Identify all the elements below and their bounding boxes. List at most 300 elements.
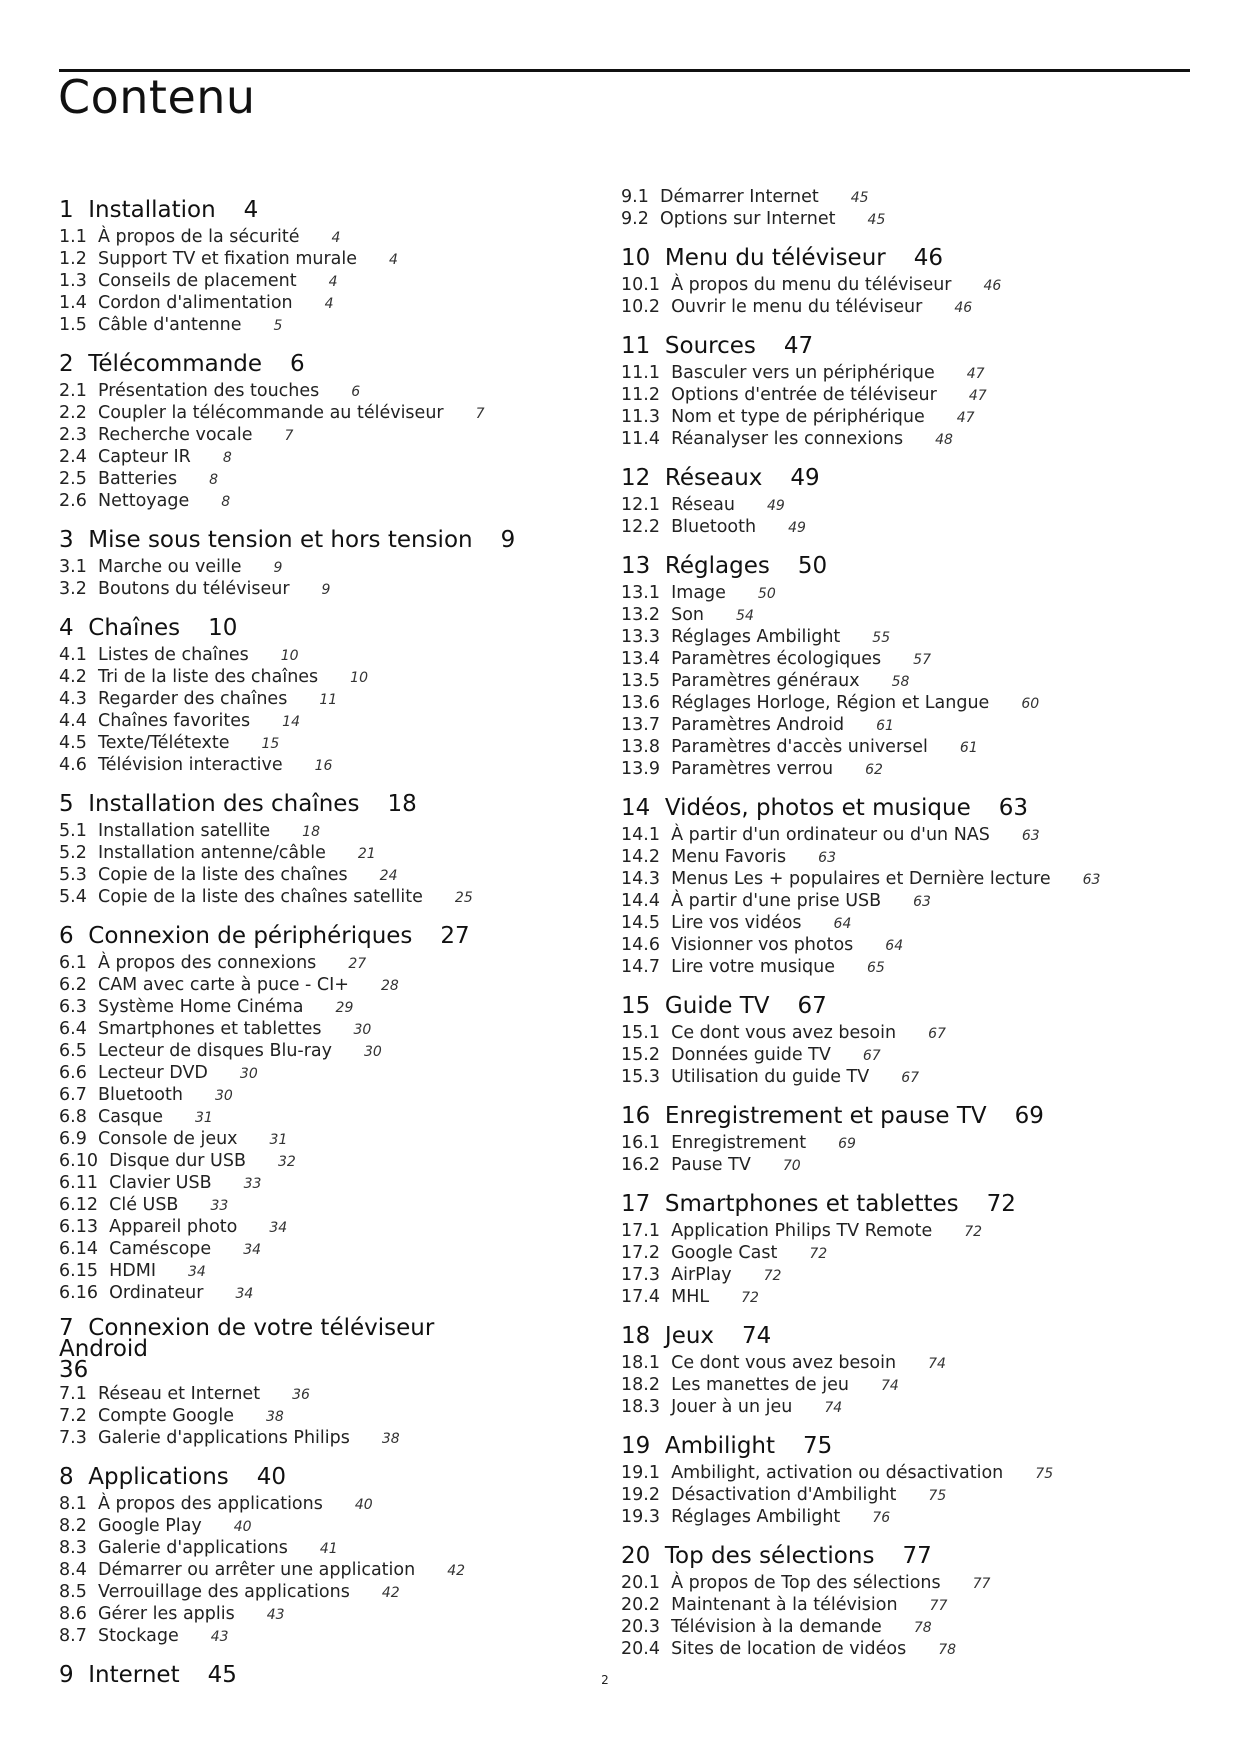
toc-subentry[interactable] (59, 1063, 619, 1085)
subentry-number: 6.2 (59, 975, 87, 995)
toc-chapter[interactable] (621, 1190, 1181, 1218)
subentry-title: Présentation des touches (97, 381, 320, 401)
toc-subentry[interactable] (59, 645, 619, 667)
subentry-page: 63 (818, 850, 836, 866)
toc-subentry[interactable] (59, 491, 619, 513)
subentry-page: 74 (928, 1356, 946, 1372)
toc-subentry[interactable] (59, 469, 619, 491)
toc-subentry[interactable] (621, 913, 1181, 935)
toc-subentry[interactable] (621, 1617, 1181, 1639)
toc-subentry[interactable] (621, 517, 1181, 539)
toc-subentry[interactable] (621, 1485, 1181, 1507)
toc-subentry[interactable] (59, 755, 619, 777)
subentry-page: 72 (964, 1224, 983, 1240)
subentry-page: 77 (972, 1576, 991, 1592)
subentry-page: 54 (736, 608, 754, 624)
toc-subentry[interactable] (59, 1560, 619, 1582)
toc-subentry[interactable] (621, 297, 1181, 319)
subentry-title: Télévision à la demande (671, 1617, 882, 1637)
toc-subentry[interactable] (621, 209, 1181, 231)
toc-subentry[interactable] (59, 249, 619, 271)
toc-subentry[interactable] (59, 315, 619, 337)
toc-subentry[interactable] (59, 1085, 619, 1107)
subentry-page: 34 (243, 1242, 262, 1258)
toc-subentry[interactable] (621, 759, 1181, 781)
toc-subentry[interactable] (59, 557, 619, 579)
toc-subentry[interactable] (621, 1397, 1181, 1419)
subentry-number: 15.3 (621, 1067, 660, 1087)
toc-subentry[interactable] (59, 1217, 619, 1239)
chapter-title: Installation des chaînes (88, 791, 360, 817)
subentry-page: 40 (233, 1519, 252, 1535)
toc-subentry[interactable] (621, 1375, 1181, 1397)
subentry-number: 7.1 (59, 1384, 87, 1404)
subentry-number: 12.1 (621, 495, 660, 515)
toc-subentry[interactable] (59, 821, 619, 843)
subentry-page: 14 (282, 714, 300, 730)
toc-subentry[interactable] (621, 1265, 1181, 1287)
toc-subentry[interactable] (59, 1151, 619, 1173)
subentry-page: 63 (1082, 872, 1101, 888)
subentry-number: 8.6 (59, 1604, 87, 1624)
subentry-number: 11.1 (621, 363, 660, 383)
toc-subentry[interactable] (621, 1573, 1181, 1595)
subentry-title: Sites de location de vidéos (671, 1639, 907, 1659)
toc-subentry[interactable] (621, 495, 1181, 517)
chapter-number: 13 (621, 553, 651, 579)
toc-chapter[interactable] (59, 1315, 514, 1383)
toc-chapter[interactable] (621, 552, 1181, 580)
toc-subentry[interactable] (59, 689, 619, 711)
toc-subentry[interactable] (59, 381, 619, 403)
toc-subentry[interactable] (621, 363, 1181, 385)
subentry-number: 14.1 (621, 825, 660, 845)
subentry-page: 30 (364, 1044, 382, 1060)
subentry-title: Paramètres Android (671, 715, 845, 735)
subentry-number: 6.1 (59, 953, 87, 973)
toc-subentry[interactable] (621, 693, 1181, 715)
chapter-number: 2 (59, 351, 74, 377)
subentry-title: Regarder des chaînes (97, 689, 288, 709)
toc-subentry[interactable] (59, 953, 619, 975)
subentry-page: 75 (1035, 1466, 1054, 1482)
subentry-page: 46 (983, 278, 1002, 294)
subentry-title: Chaînes favorites (97, 711, 251, 731)
chapter-number: 4 (59, 615, 74, 641)
subentry-title: Lecteur de disques Blu-ray (97, 1041, 333, 1061)
toc-chapter[interactable] (621, 1102, 1181, 1130)
toc-subentry[interactable] (621, 1023, 1181, 1045)
subentry-number: 13.7 (621, 715, 660, 735)
subentry-title: Verrouillage des applications (97, 1582, 350, 1602)
chapter-number: 10 (621, 245, 651, 271)
subentry-title: Basculer vers un périphérique (671, 363, 935, 383)
subentry-number: 13.5 (621, 671, 660, 691)
toc-subentry[interactable] (621, 1221, 1181, 1243)
chapter-page: 77 (902, 1543, 932, 1569)
subentry-page: 48 (935, 432, 953, 448)
chapter-title: Internet (88, 1662, 180, 1688)
toc-subentry[interactable] (621, 187, 1181, 209)
subentry-number: 12.2 (621, 517, 660, 537)
chapter-title: Mise sous tension et hors tension (88, 527, 473, 553)
toc-subentry[interactable] (621, 429, 1181, 451)
toc-subentry[interactable] (59, 1428, 619, 1450)
toc-subentry[interactable] (621, 649, 1181, 671)
subentry-page: 47 (966, 366, 985, 382)
toc-subentry[interactable] (59, 403, 619, 425)
toc-subentry[interactable] (621, 1639, 1181, 1661)
subentry-title: Jouer à un jeu (671, 1397, 793, 1417)
chapter-title: Enregistrement et pause TV (664, 1103, 987, 1129)
toc-chapter[interactable] (621, 1432, 1181, 1460)
toc-subentry[interactable] (621, 715, 1181, 737)
subentry-page: 30 (239, 1066, 258, 1082)
subentry-title: À propos de Top des sélections (671, 1573, 941, 1593)
subentry-number: 10.1 (621, 275, 660, 295)
toc-subentry[interactable] (59, 1406, 619, 1428)
subentry-title: Nom et type de périphérique (671, 407, 925, 427)
subentry-page: 63 (913, 894, 931, 910)
subentry-number: 1.2 (59, 249, 87, 269)
chapter-number: 3 (59, 527, 74, 553)
chapter-number: 14 (621, 795, 651, 821)
subentry-number: 4.6 (59, 755, 87, 775)
chapter-number: 5 (59, 791, 74, 817)
toc-subentry[interactable] (59, 579, 619, 601)
subentry-page: 16 (314, 758, 333, 774)
subentry-page: 72 (741, 1290, 759, 1306)
toc-subentry[interactable] (59, 667, 619, 689)
toc-subentry[interactable] (59, 1384, 619, 1406)
subentry-page: 62 (865, 762, 883, 778)
subentry-title: Réseau et Internet (97, 1384, 261, 1404)
toc-subentry[interactable] (621, 869, 1181, 891)
subentry-title: Disque dur USB (109, 1151, 246, 1171)
subentry-title: Ordinateur (109, 1283, 204, 1303)
toc-subentry[interactable] (621, 385, 1181, 407)
subentry-number: 6.14 (59, 1239, 98, 1259)
chapter-number: 20 (621, 1543, 651, 1569)
subentry-title: Conseils de placement (97, 271, 297, 291)
chapter-number: 8 (59, 1464, 74, 1490)
subentry-page: 24 (379, 868, 398, 884)
subentry-number: 1.3 (59, 271, 87, 291)
subentry-page: 61 (876, 718, 894, 734)
subentry-page: 34 (269, 1220, 288, 1236)
toc-subentry[interactable] (59, 227, 619, 249)
subentry-number: 4.5 (59, 733, 87, 753)
subentry-number: 14.2 (621, 847, 660, 867)
subentry-title: Compte Google (97, 1406, 234, 1426)
subentry-title: Texte/Télétexte (97, 733, 230, 753)
toc-subentry[interactable] (621, 1045, 1181, 1067)
subentry-number: 11.2 (621, 385, 660, 405)
toc-subentry[interactable] (621, 583, 1181, 605)
chapter-title: Ambilight (664, 1433, 776, 1459)
toc-subentry[interactable] (59, 975, 619, 997)
subentry-page: 40 (354, 1497, 373, 1513)
toc-chapter[interactable] (621, 1322, 1181, 1350)
subentry-title: Copie de la liste des chaînes satellite (97, 887, 423, 907)
toc-subentry[interactable] (621, 1595, 1181, 1617)
subentry-title: HDMI (109, 1261, 157, 1281)
subentry-number: 6.7 (59, 1085, 87, 1105)
subentry-number: 17.2 (621, 1243, 660, 1263)
toc-chapter[interactable] (621, 332, 1181, 360)
subentry-title: Cordon d'alimentation (97, 293, 293, 313)
chapter-page: 4 (243, 197, 259, 223)
toc-subentry[interactable] (621, 957, 1181, 979)
subentry-page: 28 (380, 978, 399, 994)
toc-subentry[interactable] (621, 671, 1181, 693)
subentry-title: Installation antenne/câble (97, 843, 326, 863)
subentry-number: 4.1 (59, 645, 87, 665)
subentry-page: 60 (1021, 696, 1040, 712)
toc-subentry[interactable] (621, 1067, 1181, 1089)
subentry-page: 11 (319, 692, 338, 708)
subentry-title: MHL (671, 1287, 710, 1307)
subentry-number: 8.4 (59, 1560, 87, 1580)
toc-subentry[interactable] (59, 887, 619, 909)
subentry-page: 8 (222, 450, 232, 466)
subentry-page: 64 (885, 938, 904, 954)
toc-chapter[interactable] (621, 992, 1181, 1020)
subentry-title: Démarrer Internet (659, 187, 819, 207)
toc-subentry[interactable] (621, 1463, 1181, 1485)
subentry-title: Clé USB (109, 1195, 179, 1215)
toc-subentry[interactable] (59, 997, 619, 1019)
toc-subentry[interactable] (621, 737, 1181, 759)
subentry-number: 6.6 (59, 1063, 87, 1083)
subentry-page: 72 (763, 1268, 782, 1284)
subentry-page: 63 (1021, 828, 1040, 844)
toc-subentry[interactable] (59, 1107, 619, 1129)
subentry-title: Réanalyser les connexions (671, 429, 904, 449)
subentry-page: 34 (188, 1264, 206, 1280)
chapter-title: Guide TV (664, 993, 770, 1019)
toc-subentry[interactable] (59, 1173, 619, 1195)
chapter-page: 72 (986, 1191, 1016, 1217)
subentry-title: Appareil photo (109, 1217, 238, 1237)
subentry-number: 18.2 (621, 1375, 660, 1395)
subentry-page: 30 (214, 1088, 233, 1104)
subentry-number: 14.6 (621, 935, 660, 955)
toc-chapter[interactable] (59, 790, 619, 818)
toc-subentry[interactable] (621, 1243, 1181, 1265)
subentry-number: 6.12 (59, 1195, 98, 1215)
chapter-page: 50 (797, 553, 828, 579)
subentry-number: 8.5 (59, 1582, 87, 1602)
toc-subentry[interactable] (59, 1604, 619, 1626)
subentry-number: 14.5 (621, 913, 660, 933)
toc-subentry[interactable] (621, 1133, 1181, 1155)
toc-chapter[interactable] (621, 244, 1181, 272)
chapter-title: Top des sélections (664, 1543, 875, 1569)
subentry-number: 7.2 (59, 1406, 87, 1426)
subentry-number: 8.2 (59, 1516, 87, 1536)
subentry-number: 4.2 (59, 667, 87, 687)
subentry-page: 64 (833, 916, 852, 932)
subentry-number: 14.3 (621, 869, 660, 889)
chapter-page: 6 (290, 351, 305, 377)
subentry-title: Batteries (97, 469, 178, 489)
subentry-number: 8.1 (59, 1494, 87, 1514)
subentry-number: 6.16 (59, 1283, 98, 1303)
subentry-page: 49 (788, 520, 806, 536)
subentry-number: 9.2 (621, 209, 649, 229)
toc-subentry[interactable] (621, 847, 1181, 869)
subentry-number: 18.1 (621, 1353, 660, 1373)
subentry-title: Coupler la télécommande au téléviseur (97, 403, 444, 423)
subentry-title: Bluetooth (97, 1085, 183, 1105)
subentry-title: Réseau (671, 495, 735, 515)
subentry-number: 13.3 (621, 627, 660, 647)
subentry-title: Listes de chaînes (97, 645, 249, 665)
subentry-page: 5 (273, 318, 283, 334)
toc-subentry[interactable] (59, 865, 619, 887)
toc-subentry[interactable] (59, 1019, 619, 1041)
subentry-title: Stockage (97, 1626, 179, 1646)
subentry-page: 15 (261, 736, 280, 752)
toc-chapter[interactable] (621, 794, 1181, 822)
toc-chapter[interactable] (621, 1542, 1181, 1570)
subentry-page: 78 (938, 1642, 957, 1658)
chapter-page: 46 (913, 245, 944, 271)
toc-subentry[interactable] (59, 1538, 619, 1560)
page-title: Contenu (58, 70, 256, 124)
subentry-title: Utilisation du guide TV (671, 1067, 870, 1087)
subentry-title: Télévision interactive (97, 755, 283, 775)
subentry-number: 6.9 (59, 1129, 87, 1149)
toc-subentry[interactable] (59, 711, 619, 733)
toc-subentry[interactable] (59, 1195, 619, 1217)
subentry-title: Ce dont vous avez besoin (671, 1023, 897, 1043)
subentry-title: Nettoyage (97, 491, 190, 511)
subentry-number: 20.3 (621, 1617, 660, 1637)
subentry-page: 7 (475, 406, 485, 422)
subentry-number: 17.4 (621, 1287, 660, 1307)
subentry-title: Smartphones et tablettes (97, 1019, 322, 1039)
subentry-number: 19.3 (621, 1507, 660, 1527)
toc-subentry[interactable] (621, 1507, 1181, 1529)
toc-chapter[interactable] (621, 464, 1181, 492)
toc-subentry[interactable] (59, 733, 619, 755)
toc-chapter[interactable] (59, 350, 619, 378)
subentry-number: 10.2 (621, 297, 660, 317)
subentry-number: 6.3 (59, 997, 87, 1017)
subentry-number: 5.3 (59, 865, 87, 885)
toc-subentry[interactable] (59, 1626, 619, 1648)
subentry-number: 6.15 (59, 1261, 98, 1281)
toc-subentry[interactable] (621, 605, 1181, 627)
subentry-page: 21 (357, 846, 376, 862)
subentry-title: À propos de la sécurité (97, 227, 300, 247)
toc-chapter[interactable] (59, 196, 619, 224)
subentry-page: 77 (929, 1598, 948, 1614)
toc-left-column (59, 196, 619, 1692)
toc-subentry[interactable] (59, 425, 619, 447)
toc-subentry[interactable] (59, 1283, 619, 1305)
subentry-page: 27 (348, 956, 367, 972)
toc-subentry[interactable] (621, 407, 1181, 429)
toc-subentry[interactable] (59, 447, 619, 469)
toc-chapter[interactable] (59, 614, 619, 642)
toc-subentry[interactable] (59, 1582, 619, 1604)
toc-chapter[interactable] (59, 1463, 619, 1491)
chapter-page: 27 (440, 923, 470, 949)
toc-subentry[interactable] (621, 1155, 1181, 1177)
toc-subentry[interactable] (59, 271, 619, 293)
toc-subentry[interactable] (59, 1261, 619, 1283)
toc-subentry[interactable] (59, 1516, 619, 1538)
toc-subentry[interactable] (621, 1353, 1181, 1375)
subentry-page: 55 (872, 630, 891, 646)
subentry-title: Casque (97, 1107, 164, 1127)
subentry-page: 38 (265, 1409, 284, 1425)
subentry-title: Google Play (97, 1516, 202, 1536)
subentry-title: AirPlay (671, 1265, 732, 1285)
toc-right-column (621, 187, 1181, 1661)
toc-subentry[interactable] (621, 627, 1181, 649)
chapter-title: Réseaux (664, 465, 763, 491)
chapter-page: 9 (500, 527, 516, 553)
toc-subentry[interactable] (621, 935, 1181, 957)
subentry-title: À partir d'une prise USB (671, 891, 882, 911)
subentry-title: Galerie d'applications Philips (97, 1428, 350, 1448)
subentry-title: Enregistrement (671, 1133, 807, 1153)
subentry-page: 38 (381, 1431, 400, 1447)
toc-chapter[interactable] (59, 526, 619, 554)
subentry-title: Réglages Ambilight (671, 627, 841, 647)
subentry-page: 4 (324, 296, 334, 312)
subentry-page: 67 (901, 1070, 920, 1086)
toc-subentry[interactable] (59, 1041, 619, 1063)
subentry-number: 5.4 (59, 887, 87, 907)
chapter-number: 15 (621, 993, 651, 1019)
toc-subentry[interactable] (621, 1287, 1181, 1309)
toc-subentry[interactable] (621, 275, 1181, 297)
subentry-title: Application Philips TV Remote (671, 1221, 933, 1241)
toc-subentry[interactable] (59, 1494, 619, 1516)
toc-subentry[interactable] (59, 293, 619, 315)
subentry-title: Visionner vos photos (671, 935, 854, 955)
toc-chapter[interactable] (59, 922, 619, 950)
subentry-number: 2.6 (59, 491, 87, 511)
subentry-number: 6.8 (59, 1107, 87, 1127)
toc-subentry[interactable] (59, 1239, 619, 1261)
subentry-page: 29 (335, 1000, 354, 1016)
chapter-title: Menu du téléviseur (664, 245, 886, 271)
subentry-title: Marche ou veille (97, 557, 242, 577)
chapter-page: 69 (1014, 1103, 1044, 1129)
subentry-page: 10 (280, 648, 299, 664)
toc-subentry[interactable] (621, 825, 1181, 847)
subentry-page: 4 (331, 230, 341, 246)
subentry-number: 1.4 (59, 293, 87, 313)
subentry-number: 17.1 (621, 1221, 660, 1241)
subentry-title: Menus Les + populaires et Dernière lecture (671, 869, 1051, 889)
subentry-number: 1.1 (59, 227, 87, 247)
subentry-title: Support TV et fixation murale (97, 249, 358, 269)
subentry-number: 16.2 (621, 1155, 660, 1175)
subentry-title: Démarrer ou arrêter une application (97, 1560, 416, 1580)
toc-subentry[interactable] (59, 1129, 619, 1151)
toc-subentry[interactable] (59, 843, 619, 865)
toc-subentry[interactable] (621, 891, 1181, 913)
chapter-page: 67 (797, 993, 827, 1019)
chapter-title: Sources (664, 333, 756, 359)
